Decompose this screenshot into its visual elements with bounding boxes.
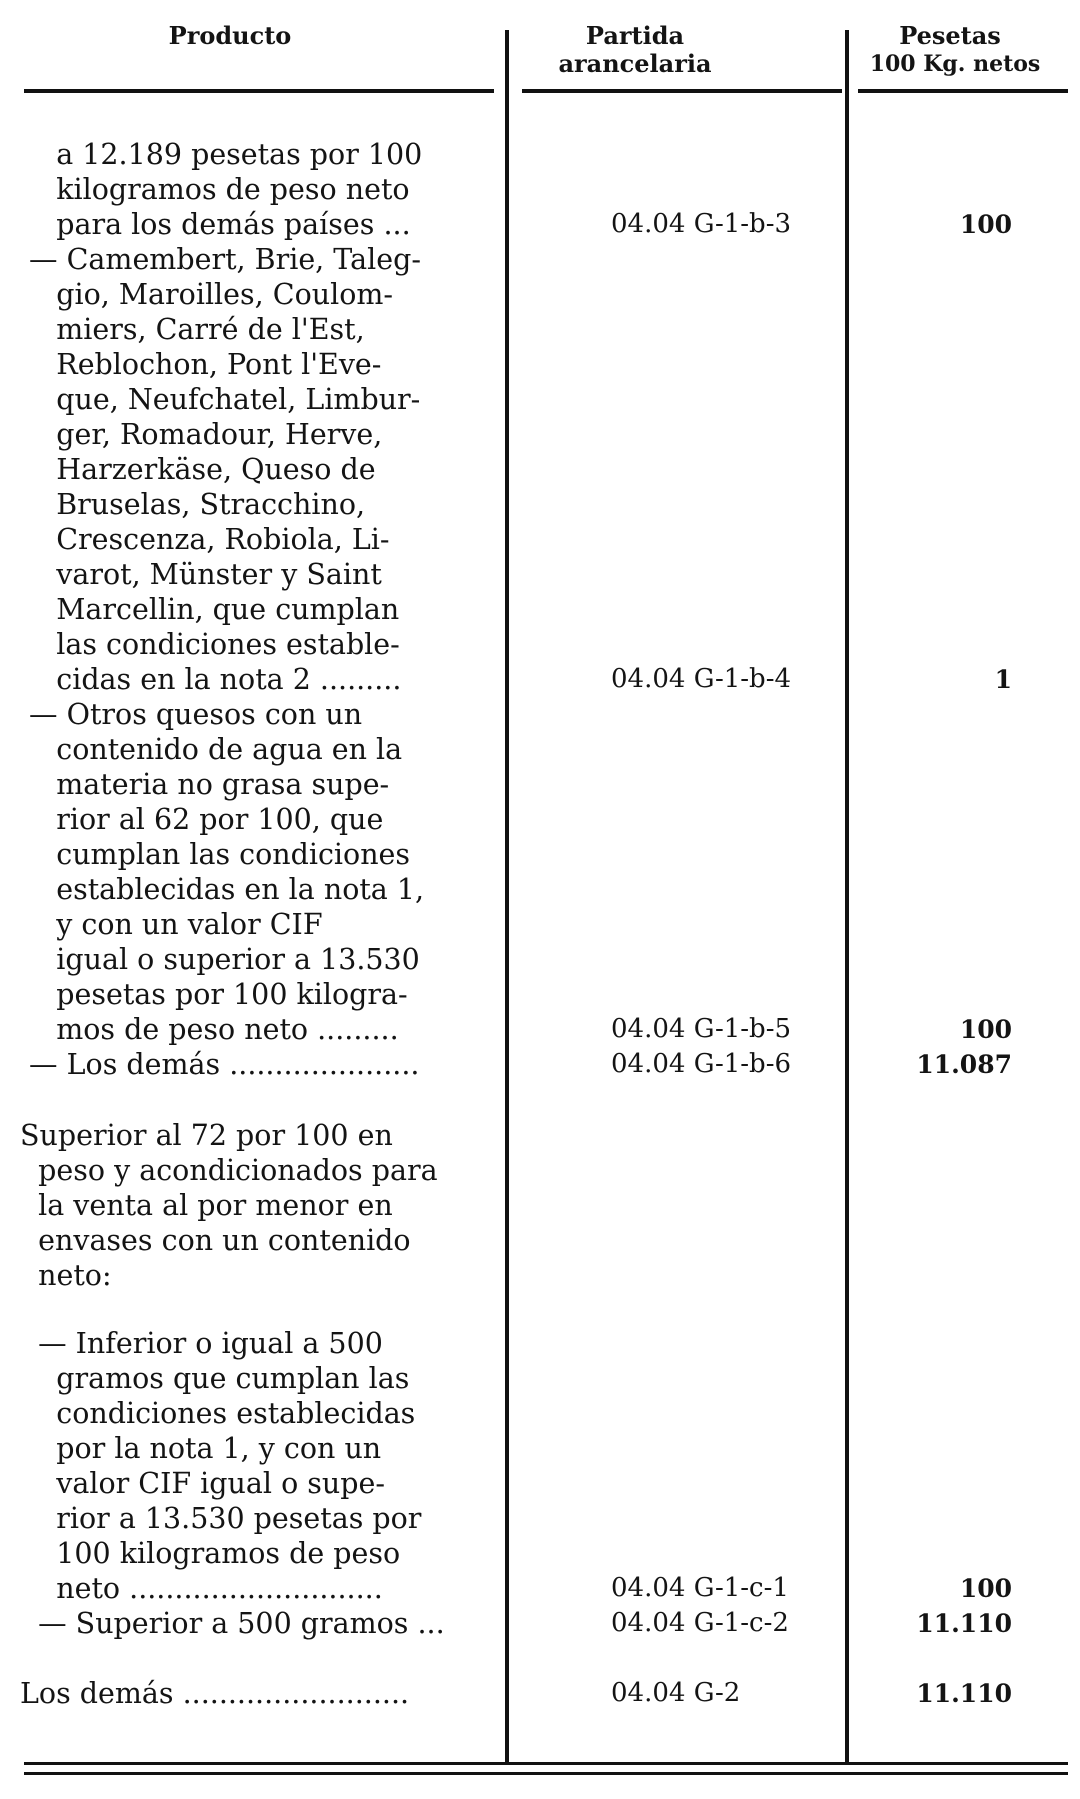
- tariff-code: 04.04 G-1-b-5: [611, 1014, 792, 1044]
- tariff-code: 04.04 G-1-b-3: [611, 209, 792, 239]
- product-text-line: contenido de agua en la: [20, 733, 403, 766]
- product-text-line: neto:: [20, 1259, 112, 1292]
- product-text-line: Marcellin, que cumplan: [20, 593, 400, 626]
- tariff-code: 04.04 G-1-b-6: [611, 1049, 792, 1079]
- product-text-line: — Otros quesos con un: [20, 698, 363, 731]
- product-text-line: materia no grasa supe-: [20, 768, 390, 801]
- product-text-line: miers, Carré de l'Est,: [20, 313, 365, 346]
- pesetas-value: 11.087: [916, 1050, 1012, 1079]
- product-text-block: [20, 1047, 419, 1082]
- product-text-line: pesetas por 100 kilogra-: [20, 978, 408, 1011]
- pesetas-value: 100: [959, 1574, 1012, 1603]
- header-partida-arancelaria: Partida arancelaria: [558, 21, 712, 78]
- product-text-line: envases con un contenido: [20, 1224, 411, 1257]
- product-text-line: Superior al 72 por 100 en: [20, 1119, 393, 1152]
- product-text-line: neto ............................: [20, 1572, 383, 1605]
- header-pesetas-unit: 100 Kg. netos: [869, 51, 1041, 77]
- product-text-block: [20, 1118, 438, 1293]
- header-producto: Producto: [168, 21, 292, 50]
- header-rule-producto: [24, 89, 494, 93]
- header-rule-partida: [522, 89, 842, 93]
- footer-rule-bottom: [24, 1772, 1068, 1775]
- product-text-line: — Inferior o igual a 500: [20, 1327, 383, 1360]
- product-text-line: que, Neufchatel, Limbur-: [20, 383, 421, 416]
- product-text-line: igual o superior a 13.530: [20, 943, 420, 976]
- footer-rule-top: [24, 1762, 1068, 1765]
- product-text-line: Los demás .........................: [20, 1677, 410, 1710]
- product-text-line: ger, Romadour, Herve,: [20, 418, 383, 451]
- product-text-line: peso y acondicionados para: [20, 1154, 438, 1187]
- product-text-block: [20, 1676, 409, 1711]
- product-text-line: a 12.189 pesetas por 100: [20, 138, 423, 171]
- pesetas-value: 11.110: [916, 1609, 1012, 1638]
- product-text-block: [20, 1606, 445, 1641]
- product-text-block: [20, 242, 421, 697]
- product-text-block: [20, 1326, 421, 1606]
- product-text-block: [20, 137, 422, 242]
- product-text-line: condiciones establecidas: [20, 1397, 416, 1430]
- product-text-line: cidas en la nota 2 .........: [20, 663, 402, 696]
- product-text-line: — Camembert, Brie, Taleg-: [20, 243, 421, 276]
- product-text-line: kilogramos de peso neto: [20, 173, 410, 206]
- column-divider-right: [845, 30, 849, 1762]
- column-divider-left: [505, 30, 509, 1762]
- header-rule-pesetas: [858, 89, 1068, 93]
- product-text-line: gramos que cumplan las: [20, 1362, 410, 1395]
- product-text-line: 100 kilogramos de peso: [20, 1537, 401, 1570]
- pesetas-value: 11.110: [916, 1679, 1012, 1708]
- product-text-line: varot, Münster y Saint: [20, 558, 382, 591]
- product-text-line: mos de peso neto .........: [20, 1013, 399, 1046]
- product-text-line: rior a 13.530 pesetas por: [20, 1502, 422, 1535]
- product-text-line: valor CIF igual o supe-: [20, 1467, 386, 1500]
- product-text-line: Reblochon, Pont l'Eve-: [20, 348, 382, 381]
- product-text-line: las condiciones estable-: [20, 628, 400, 661]
- product-text-line: rior al 62 por 100, que: [20, 803, 384, 836]
- tariff-code: 04.04 G-1-c-1: [611, 1573, 789, 1603]
- tariff-code: 04.04 G-2: [611, 1678, 741, 1708]
- product-text-line: por la nota 1, y con un: [20, 1432, 382, 1465]
- pesetas-value: 100: [959, 210, 1012, 239]
- product-text-line: y con un valor CIF: [20, 908, 323, 941]
- product-text-line: Crescenza, Robiola, Li-: [20, 523, 390, 556]
- tariff-code: 04.04 G-1-c-2: [611, 1608, 789, 1638]
- product-text-line: gio, Maroilles, Coulom-: [20, 278, 394, 311]
- tariff-code: 04.04 G-1-b-4: [611, 664, 792, 694]
- pesetas-value: 1: [994, 665, 1012, 694]
- product-text-line: cumplan las condiciones: [20, 838, 411, 871]
- product-text-line: Harzerkäse, Queso de: [20, 453, 376, 486]
- product-text-line: establecidas en la nota 1,: [20, 873, 425, 906]
- product-text-line: — Superior a 500 gramos ...: [20, 1607, 445, 1640]
- product-text-line: Bruselas, Stracchino,: [20, 488, 366, 521]
- product-text-line: — Los demás .....................: [20, 1048, 420, 1081]
- product-text-line: para los demás países ...: [20, 208, 411, 241]
- product-text-line: la venta al por menor en: [20, 1189, 393, 1222]
- product-text-block: [20, 697, 424, 1047]
- header-pesetas: Pesetas: [899, 21, 1001, 50]
- pesetas-value: 100: [959, 1015, 1012, 1044]
